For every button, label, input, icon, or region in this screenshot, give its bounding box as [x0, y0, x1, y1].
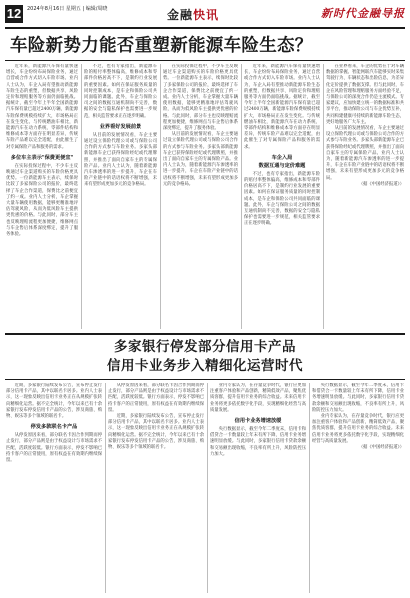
column-divider: [323, 64, 324, 329]
column-divider: [309, 383, 310, 593]
story2-paragraph: 从停发原因来看，部分联名卡因合作到期而停止发行，部分产品则是由于权益设计与市场需求不匹配，活跃度较低。银行方面表示，停发不影响已持卡客户的正常使用，原有权益在有效期内继续保留。: [108, 383, 204, 413]
story2-paragraph: 业内专家认为，在存量竞争时代，银行应更加注重客户体验和产品创新，精简低效产品，聚焦优质客群，提升信用卡业务的综合收益。未来信用卡业务将更多依托数字化手段，实现精细化经营与高质量发展。: [312, 414, 404, 444]
story2-column-2: [108, 383, 204, 593]
story2-paragraph: 近期，多家银行陆续发布公告，宣布停止发行部分信用卡产品，其中以联名卡居多。业内人士表示，这一现象反映出信用卡业务正在从规模扩张转向精细化运营。据不完全统计，今年以来已有十余家银行发布停发信用卡产品的公告，涉及商旅、购物、娱乐等多个领域的联名卡。: [108, 414, 204, 451]
column-divider: [105, 383, 106, 593]
column-divider: [81, 64, 82, 329]
story1-column-1: [6, 64, 78, 329]
story2-column-3: [210, 383, 306, 593]
section-title-left: 金融: [167, 8, 194, 22]
story1-paragraph: 近年来，新能源汽车保有量快速增长，车企纷纷布局保险业务，通过自营或合作方式切入车险市场。业内人士认为，车企入局有望推动新能源车险生态的重塑，但数据共享、风险定价和理赔服务等方面仍面临挑战。据统计，截至今年上半年全国新能源汽车保有量已超过2400万辆，新能源车险保费规模持续扩大，市场格局正在发生变化。与传统燃油车相比，新能源汽车在动力系统、零部件结构和维修成本等方面存在明显差异，传统车险产品难以完全适配，由此催生了对专属保险产品和服务的需求。: [6, 64, 78, 150]
story1-subheading: 车企入局 数据互通与定价难题: [258, 154, 306, 169]
story2-column-4: [312, 383, 404, 593]
story2-paragraph: 央行数据显示，截至今年二季度末，信用卡和借贷合一卡数量较上年末有所下降，信用卡业务增速明显放缓。与此同时，多家银行信用卡贷款余额和交易额出现收缩，不良率有所上升，风险防控压力加大。: [210, 427, 306, 457]
story1-column-2: [84, 64, 157, 329]
headline-rule: [5, 379, 405, 380]
story-separator: [5, 333, 405, 335]
story1-column-4: [244, 64, 320, 329]
story2-paragraph: 央行数据显示，截至今年二季度末，信用卡和借贷合一卡数量较上年末有所下降，信用卡业务增速明显放缓。与此同时，多家银行信用卡贷款余额和交易额出现收缩，不良率有所上升，风险防控压力加大。: [312, 383, 404, 413]
story1-subheading: 多位车主表示"保费更便宜": [10, 154, 74, 161]
story1-paragraph: 在业界看来，车企的优势在于对车辆数据的掌握。智能网联汽车能够实时采集驾驶行为、车辆状态和出险信息，为差异化定价提供了数据支撑。但与此同时，车企在风险管理和理赔服务方面经验不足，与保险公司的深度合作仍是主流模式。专家建议，应加快建立统一的数据标准和共享平台，推动保险公司与车企优势互补，共同构建健康可持续的新能源车险生态，更好地服务广大车主。: [326, 64, 404, 125]
story2-column-1: [6, 383, 102, 593]
story2-paragraph: 业内专家认为，在存量竞争时代，银行应更加注重客户体验和产品创新，精简低效产品，聚焦优质客群，提升信用卡业务的综合收益。未来信用卡业务将更多依托数字化手段，实现精细化经营与高质量发展。: [210, 383, 306, 413]
masthead: [5, 5, 405, 27]
section-title-right: 快讯: [193, 8, 220, 22]
headline-rule: [5, 60, 405, 61]
story1-column-3: [163, 64, 238, 329]
page-number: 12: [6, 6, 22, 21]
story1-subheading: 业界看好发展前景: [99, 123, 142, 130]
story1-column-5: [326, 64, 404, 329]
story2-paragraph: 近期，多家银行陆续发布公告，宣布停止发行部分信用卡产品，其中以联名卡居多。业内人士表示，这一现象反映出信用卡业务正在从规模扩张转向精细化运营。据不完全统计，今年以来已有十余家银行发布停发信用卡产品的公告，涉及商旅、购物、娱乐等多个领域的联名卡。: [6, 383, 102, 420]
story1-paragraph: 从目前的发展情况看，车企主要通过设立保险代理公司或与保险公司合作的方式参与车险业务。多家头部新能源车企已获得保险经纪或代理牌照，并推出了面向自家车主的专属保险产品。业内人士认为，随着新能源汽车渗透率的进一步提升，车企在车险产业链中的话语权将不断增强，未来有望形成更加多元的竞争格局。: [84, 132, 157, 188]
story1-paragraph: 近年来，新能源汽车保有量快速增长，车企纷纷布局保险业务，通过自营或合作方式切入车险市场。业内人士认为，车企入局有望推动新能源车险生态的重塑，但数据共享、风险定价和理赔服务等方面仍面临挑战。据统计，截至今年上半年全国新能源汽车保有量已超过2400万辆，新能源车险保费规模持续扩大，市场格局正在发生变化。与传统燃油车相比，新能源汽车在动力系统、零部件结构和维修成本等方面存在明显差异，传统车险产品难以完全适配，由此催生了对专属保险产品和服务的需求。: [244, 64, 320, 150]
story1-paragraph: 在实际投保过程中，不少车主反映通过车企渠道购买的车险价格更具优势。一位新能源车主表示，续保时比较了多家保险公司的报价，最终选择了车企合作渠道，保费比之前便宜了约一成。业内人士分析，车企掌握大量车辆使用数据，能够更精准地评估驾驶风险，从而为低风险车主提供更优惠的价格。与此同时，部分车主也反映理赔流程更加便捷，维修网点与车企售后体系深度绑定，提升了服务体验。: [6, 163, 78, 238]
date-line: 2024年8月16日 星期五 | 编辑/周晓: [27, 6, 108, 12]
column-divider: [207, 383, 208, 593]
story2-paragraph: 从停发原因来看，部分联名卡因合作到期而停止发行，部分产品则是由于权益设计与市场需求不匹配，活跃度较低。银行方面表示，停发不影响已持卡客户的正常使用，原有权益在有效期内继续保留。: [6, 433, 102, 464]
column-divider: [160, 64, 161, 329]
story2-headline: 多家银行停发部分信用卡产品 信用卡业务步入精细化运营时代: [107, 339, 303, 374]
section-title: [167, 8, 219, 22]
story1-paragraph: 从目前的发展情况看，车企主要通过设立保险代理公司或与保险公司合作的方式参与车险业务。多家头部新能源车企已获得保险经纪或代理牌照，并推出了面向自家车主的专属保险产品。业内人士认为，随着新能源汽车渗透率的进一步提升，车企在车险产业链中的话语权将不断增强，未来有望形成更加多元的竞争格局。: [163, 132, 238, 187]
masthead-rule: [5, 27, 405, 29]
story1-headline: 车险新势力能否重塑新能源车险生态？: [10, 36, 313, 56]
story1-paragraph: 在实际投保过程中，不少车主反映通过车企渠道购买的车险价格更具优势。一位新能源车主表示，续保时比较了多家保险公司的报价，最终选择了车企合作渠道，保费比之前便宜了约一成。业内人士分析，车企掌握大量车辆使用数据，能够更精准地评估驾驶风险，从而为低风险车主提供更优惠的价格。与此同时，部分车主也反映理赔流程更加便捷，维修网点与车企售后体系深度绑定，提升了服务体验。: [163, 64, 238, 132]
column-divider: [241, 64, 242, 329]
newspaper-logo: 新时代金融导报: [321, 7, 405, 20]
story1-paragraph: 不过，也有专家指出，新能源车险的赔付率整体偏高，维修成本和零部件价格居高不下，是制约行业发展的重要因素。如何在保证服务质量的同时控制成本，是车企和保险公司共同面临的课题。此外，车企与保险公司之间的数据互通机制尚不完善，数据的安全与隐私保护也需要进一步规范，相关监管要求正在逐步明确。: [244, 171, 320, 227]
story2-subheading: 停发多款联名卡产品: [30, 424, 78, 431]
story1-paragraph: 从目前的发展情况看，车企主要通过设立保险代理公司或与保险公司合作的方式参与车险业务。多家头部新能源车企已获得保险经纪或代理牌照，并推出了面向自家车主的专属保险产品。业内人士认为，随着新能源汽车渗透率的进一步提升，车企在车险产业链中的话语权将不断增强，未来有望形成更加多元的竞争格局。: [326, 126, 404, 181]
story2-byline: （据《中国经济报道》）: [358, 445, 404, 451]
story2-subheading: 信用卡业务增速放缓: [234, 418, 282, 425]
story1-byline: （据《中国经济报道》）: [358, 181, 404, 187]
story1-paragraph: 不过，也有专家指出，新能源车险的赔付率整体偏高，维修成本和零部件价格居高不下，是制约行业发展的重要因素。如何在保证服务质量的同时控制成本，是车企和保险公司共同面临的课题。此外，车企与保险公司之间的数据互通机制尚不完善，数据的安全与隐私保护也需要进一步规范，相关监管要求正在逐步明确。: [84, 64, 157, 119]
